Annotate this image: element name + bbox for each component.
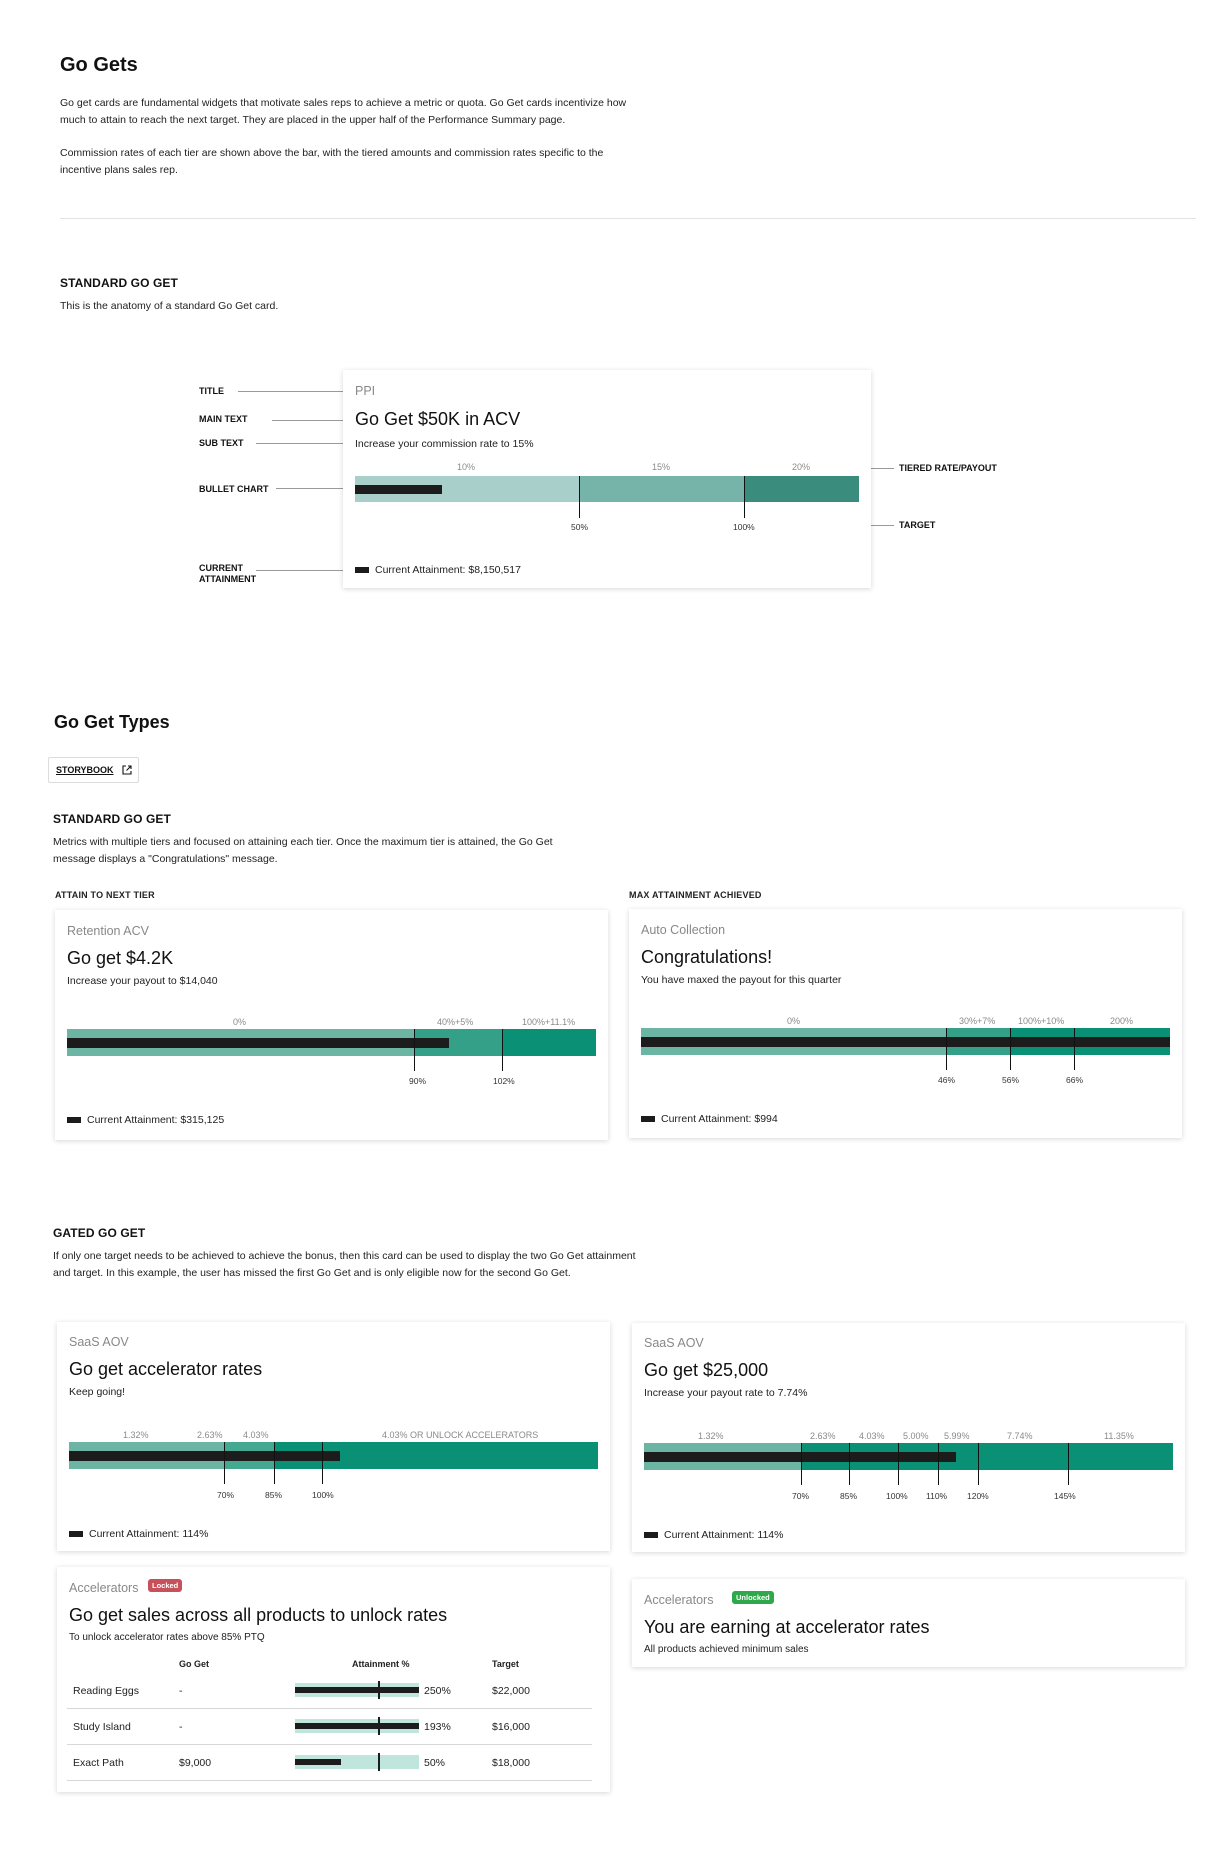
page-title: Go Gets: [60, 54, 138, 76]
row-divider: [67, 1708, 592, 1709]
annotation-sub-text: SUB TEXT: [199, 438, 244, 448]
tier-band-3: [744, 476, 859, 502]
current-attainment-label: Current Attainment: $994: [661, 1113, 778, 1125]
retention-acv-card: [55, 910, 608, 1140]
card-title: Retention ACV: [67, 924, 149, 938]
current-attainment-label: Current Attainment: $315,125: [87, 1114, 225, 1126]
tier-rate-label: 200%: [1110, 1016, 1134, 1026]
description-text-line: Metrics with multiple tiers and focused on attaining each tier. Once the maximum tier is attained, the Go Get: [53, 836, 553, 848]
target-tick: [744, 476, 745, 518]
row-target: $18,000: [492, 1757, 530, 1769]
row-attainment-bar: [295, 1719, 419, 1733]
tier-rate-label: 4.03%: [243, 1430, 269, 1440]
current-attainment-label: Current Attainment: $8,150,517: [375, 564, 521, 576]
tier-rate-label: 11.35%: [1104, 1431, 1134, 1441]
target-tick: [1010, 1028, 1011, 1070]
tier-rate-label: 100%+10%: [1018, 1016, 1065, 1026]
tier-rate-label: 5.00%: [903, 1431, 929, 1441]
tier-band-3: [503, 1029, 596, 1056]
target-tick-label: 102%: [493, 1076, 515, 1086]
bullet-chart: [69, 1442, 598, 1469]
target-tick-label: 100%: [733, 522, 755, 532]
card-main-text: Congratulations!: [641, 947, 773, 967]
current-attainment-label: Current Attainment: 114%: [89, 1528, 209, 1540]
target-tick: [579, 476, 580, 518]
annotation-line: [256, 443, 346, 444]
attainment-legend-swatch: [67, 1117, 81, 1123]
storybook-link-label: STORYBOOK: [56, 765, 114, 775]
target-tick-label: 56%: [1002, 1075, 1020, 1085]
target-tick: [946, 1028, 947, 1070]
target-tick: [1074, 1028, 1075, 1070]
row-product: Reading Eggs: [73, 1685, 139, 1697]
card-title: PPI: [355, 384, 376, 398]
card-sub-text: All products achieved minimum sales: [644, 1644, 809, 1655]
card-main-text: Go Get $50K in ACV: [355, 409, 521, 429]
attainment-legend-swatch: [644, 1532, 658, 1538]
row-attainment-value: 250%: [424, 1685, 451, 1697]
tier-rate-label: 5.99%: [944, 1431, 970, 1441]
target-tick-label: 85%: [265, 1490, 283, 1500]
target-tick: [898, 1443, 899, 1485]
target-tick-label: 110%: [926, 1491, 948, 1501]
target-tick-label: 120%: [967, 1491, 989, 1501]
anatomy-heading: STANDARD GO GET: [60, 276, 178, 290]
tier-rate-label: 4.03% OR UNLOCK ACCELERATORS: [382, 1430, 539, 1440]
row-target: $16,000: [492, 1721, 530, 1733]
intro-paragraph-2: [60, 145, 603, 178]
types-title: Go Get Types: [54, 712, 170, 732]
target-tick: [502, 1029, 503, 1071]
annotation-bullet-chart: BULLET CHART: [199, 484, 269, 494]
target-tick-label: 100%: [886, 1491, 908, 1501]
row-goget: -: [179, 1721, 183, 1733]
row-target-marker: [378, 1753, 380, 1771]
tier-rate-label: 30%+7%: [959, 1016, 996, 1026]
row-goget: -: [179, 1685, 183, 1697]
annotation-text-line: CURRENT: [199, 563, 243, 573]
card-main-text: Go get accelerator rates: [69, 1359, 263, 1379]
card-title: SaaS AOV: [644, 1336, 704, 1350]
annotation-text-line: ATTAINMENT: [199, 574, 257, 584]
row-attainment-value: 50%: [424, 1757, 446, 1769]
card-sub-text: Increase your commission rate to 15%: [355, 438, 534, 450]
attain-next-tier-label: ATTAIN TO NEXT TIER: [55, 890, 155, 900]
external-link-icon: [122, 765, 132, 775]
row-attainment-fill: [295, 1687, 419, 1693]
annotation-line: [256, 570, 346, 571]
annotation-tiered-rate: TIERED RATE/PAYOUT: [899, 463, 997, 473]
row-attainment-value: 193%: [424, 1721, 451, 1733]
target-tick-label: 70%: [792, 1491, 810, 1501]
target-tick: [414, 1029, 415, 1071]
annotation-title: TITLE: [199, 386, 224, 396]
tier-rate-label: 1.32%: [698, 1431, 724, 1441]
intro-paragraph-1: [60, 95, 626, 128]
row-product: Study Island: [73, 1721, 131, 1733]
annotation-line: [238, 391, 346, 392]
section-divider: [60, 218, 1196, 219]
target-tick-label: 85%: [840, 1491, 858, 1501]
card-sub-text: Keep going!: [69, 1386, 126, 1398]
anatomy-description: This is the anatomy of a standard Go Get card.: [60, 300, 279, 312]
annotation-main-text: MAIN TEXT: [199, 414, 248, 424]
tier-rate-label: 4.03%: [859, 1431, 885, 1441]
tier-rate-label: 2.63%: [197, 1430, 223, 1440]
tier-rate-label: 40%+5%: [437, 1017, 474, 1027]
card-title: Accelerators: [644, 1593, 714, 1607]
table-header-attainment: Attainment %: [352, 1659, 410, 1669]
tier-rate-label: 100%+11.1%: [522, 1017, 576, 1027]
table-header-goget: Go Get: [179, 1659, 210, 1669]
attainment-legend-swatch: [355, 567, 369, 573]
locked-badge: Locked: [148, 1579, 182, 1592]
card-title: SaaS AOV: [69, 1335, 129, 1349]
saas-aov-25k-card: [632, 1323, 1185, 1552]
row-divider: [67, 1780, 592, 1781]
tier-rate-label: 15%: [652, 462, 671, 472]
gated-heading: GATED GO GET: [53, 1226, 146, 1240]
storybook-link[interactable]: [48, 757, 139, 783]
annotation-target: TARGET: [899, 520, 936, 530]
tier-rate-label: 7.74%: [1007, 1431, 1033, 1441]
intro-text-line: incentive plans sales rep.: [60, 163, 178, 176]
attainment-bar: [69, 1451, 340, 1461]
row-attainment-fill: [295, 1759, 341, 1765]
target-tick-label: 46%: [938, 1075, 956, 1085]
row-target-marker: [378, 1681, 380, 1699]
row-attainment-bar: [295, 1683, 419, 1697]
bullet-chart: [641, 1028, 1170, 1055]
row-target: $22,000: [492, 1685, 530, 1697]
card-sub-text: Increase your payout rate to 7.74%: [644, 1387, 808, 1399]
card-title: Accelerators: [69, 1581, 139, 1595]
tier-rate-label: 20%: [792, 462, 811, 472]
saas-aov-accelerator-card: [57, 1322, 610, 1551]
row-divider: [67, 1744, 592, 1745]
max-attainment-label: MAX ATTAINMENT ACHIEVED: [629, 890, 762, 900]
target-tick: [1068, 1443, 1069, 1485]
card-title: Auto Collection: [641, 923, 726, 937]
card-main-text: Go get sales across all products to unlock rates: [69, 1605, 448, 1625]
target-tick: [849, 1443, 850, 1485]
card-sub-text: You have maxed the payout for this quarter: [641, 974, 842, 986]
standard-description: [53, 834, 553, 867]
target-tick: [938, 1443, 939, 1485]
target-tick-label: 145%: [1054, 1491, 1076, 1501]
attainment-legend-swatch: [641, 1116, 655, 1122]
target-tick: [322, 1442, 323, 1484]
attainment-bar: [67, 1038, 449, 1048]
target-tick: [274, 1442, 275, 1484]
target-tick-label: 90%: [409, 1076, 427, 1086]
bullet-chart: [67, 1029, 596, 1056]
attainment-bar: [641, 1037, 1170, 1047]
current-attainment-label: Current Attainment: 114%: [664, 1529, 784, 1541]
intro-text-line: much to attain to reach the next target. They are placed in the upper half of the Performance Summary page.: [60, 113, 566, 126]
target-tick: [978, 1443, 979, 1485]
description-text-line: and target. In this example, the user has missed the first Go Get and is only eligible now for the second Go Get.: [53, 1266, 571, 1279]
card-sub-text: Increase your payout to $14,040: [67, 975, 218, 987]
row-product: Exact Path: [73, 1757, 124, 1769]
intro-text-line: Commission rates of each tier are shown above the bar, with the tiered amounts and commission rates specific to the: [60, 147, 604, 159]
anatomy-go-get-card: [343, 370, 871, 588]
attainment-bar: [644, 1452, 956, 1462]
gated-description: [53, 1248, 636, 1281]
bullet-chart: [644, 1443, 1173, 1470]
card-sub-text: To unlock accelerator rates above 85% PTQ: [69, 1632, 265, 1643]
tier-rate-label: 1.32%: [123, 1430, 149, 1440]
accelerators-locked-card: [57, 1567, 610, 1792]
tier-rate-label: 0%: [787, 1016, 801, 1026]
annotation-line: [272, 420, 346, 421]
description-text-line: If only one target needs to be achieved to achieve the bonus, then this card can be used to display the two Go Get attainment: [53, 1250, 636, 1262]
target-tick-label: 100%: [312, 1490, 334, 1500]
attainment-bar: [355, 485, 442, 494]
table-header-target: Target: [492, 1659, 519, 1669]
target-tick-label: 66%: [1066, 1075, 1084, 1085]
card-main-text: Go get $4.2K: [67, 948, 174, 968]
unlocked-badge: Unlocked: [732, 1591, 774, 1604]
target-tick-label: 50%: [571, 522, 589, 532]
annotation-current-attainment: [199, 563, 256, 585]
description-text-line: message displays a "Congratulations" message.: [53, 852, 278, 865]
auto-collection-card: [629, 909, 1182, 1138]
target-tick: [224, 1442, 225, 1484]
tier-rate-label: 10%: [457, 462, 476, 472]
annotation-line: [276, 488, 346, 489]
bullet-chart: [355, 476, 859, 502]
standard-heading: STANDARD GO GET: [53, 812, 171, 826]
accelerators-unlocked-card: [632, 1579, 1185, 1667]
card-main-text: Go get $25,000: [644, 1360, 769, 1380]
row-goget: $9,000: [179, 1757, 212, 1769]
attainment-legend-swatch: [69, 1531, 83, 1537]
card-main-text: You are earning at accelerator rates: [644, 1617, 930, 1637]
tier-band-2: [579, 476, 744, 502]
tier-rate-label: 2.63%: [810, 1431, 836, 1441]
target-tick-label: 70%: [217, 1490, 235, 1500]
tier-rate-label: 0%: [233, 1017, 247, 1027]
intro-text-line: Go get cards are fundamental widgets that motivate sales reps to achieve a metric or quota. Go Get cards incentivize how: [60, 97, 627, 109]
row-attainment-fill: [295, 1723, 419, 1729]
row-target-marker: [378, 1717, 380, 1735]
row-attainment-bar: [295, 1755, 419, 1769]
target-tick: [801, 1443, 802, 1485]
